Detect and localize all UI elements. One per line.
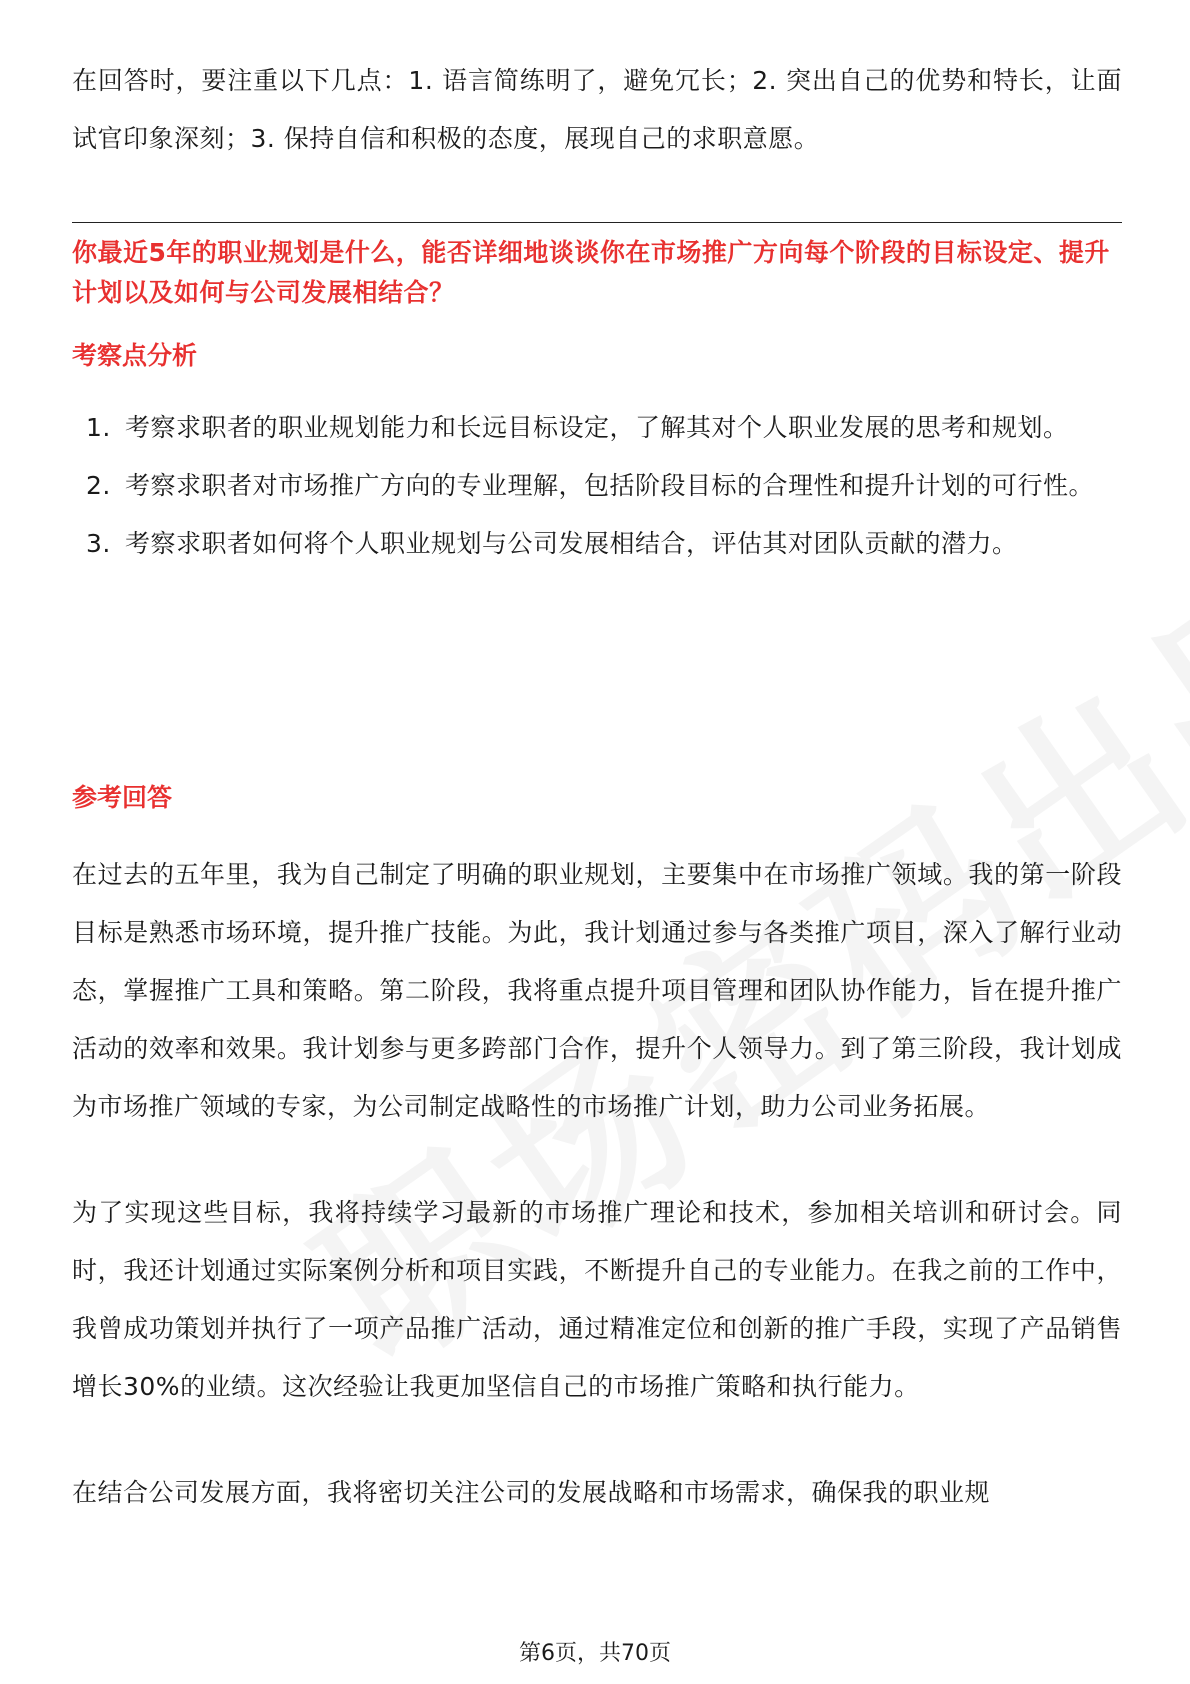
list-item-number: 1. bbox=[86, 413, 111, 442]
page-footer: 第6页，共70页 bbox=[519, 1641, 671, 1666]
answer-body bbox=[72, 846, 1122, 1570]
section-divider bbox=[72, 222, 1122, 223]
list-item-number: 2. bbox=[86, 471, 111, 500]
analysis-list bbox=[72, 399, 1122, 573]
answer-heading: 参考回答 bbox=[72, 783, 173, 812]
list-item-text: 考察求职者对市场推广方向的专业理解，包括阶段目标的合理性和提升计划的可行性。 bbox=[125, 471, 1095, 500]
list-item-number: 3. bbox=[86, 529, 111, 558]
answer-paragraph: 在过去的五年里，我为自己制定了明确的职业规划，主要集中在市场推广领域。我的第一阶段目标是熟悉市场环境，提升推广技能。为此，我计划通过参与各类推广项目，深入了解行业动态，掌握推广工具和策略。第二阶段，我将重点提升项目管理和团队协作能力，旨在提升推广活动的效率和效果。我计划参与更多跨部门合作，提升个人领导力。到了第三阶段，我计划成为市场推广领域的专家，为公司制定战略性的市场推广计划，助力公司业务拓展。 bbox=[72, 860, 1122, 1121]
list-item bbox=[72, 457, 1122, 515]
analysis-heading: 考察点分析 bbox=[72, 341, 198, 370]
intro-paragraph: 在回答时，要注重以下几点：1. 语言简练明了，避免冗长；2. 突出自己的优势和特长，让面试官印象深刻；3. 保持自信和积极的态度，展现自己的求职意愿。 bbox=[72, 66, 1122, 153]
answer-paragraph: 在结合公司发展方面，我将密切关注公司的发展战略和市场需求，确保我的职业规 bbox=[72, 1478, 991, 1507]
list-item bbox=[72, 399, 1122, 457]
list-item bbox=[72, 515, 1122, 573]
question-title: 你最近5年的职业规划是什么，能否详细地谈谈你在市场推广方向每个阶段的目标设定、提升计划以及如何与公司发展相结合？ bbox=[72, 238, 1110, 307]
list-item-text: 考察求职者的职业规划能力和长远目标设定，了解其对个人职业发展的思考和规划。 bbox=[125, 413, 1069, 442]
list-item-text: 考察求职者如何将个人职业规划与公司发展相结合，评估其对团队贡献的潜力。 bbox=[125, 529, 1018, 558]
answer-paragraph: 为了实现这些目标，我将持续学习最新的市场推广理论和技术，参加相关培训和研讨会。同时，我还计划通过实际案例分析和项目实践，不断提升自己的专业能力。在我之前的工作中，我曾成功策划并执行了一项产品推广活动，通过精准定位和创新的推广手段，实现了产品销售增长30%的业绩。这次经验让我更加坚信自己的市场推广策略和执行能力。 bbox=[72, 1198, 1122, 1401]
